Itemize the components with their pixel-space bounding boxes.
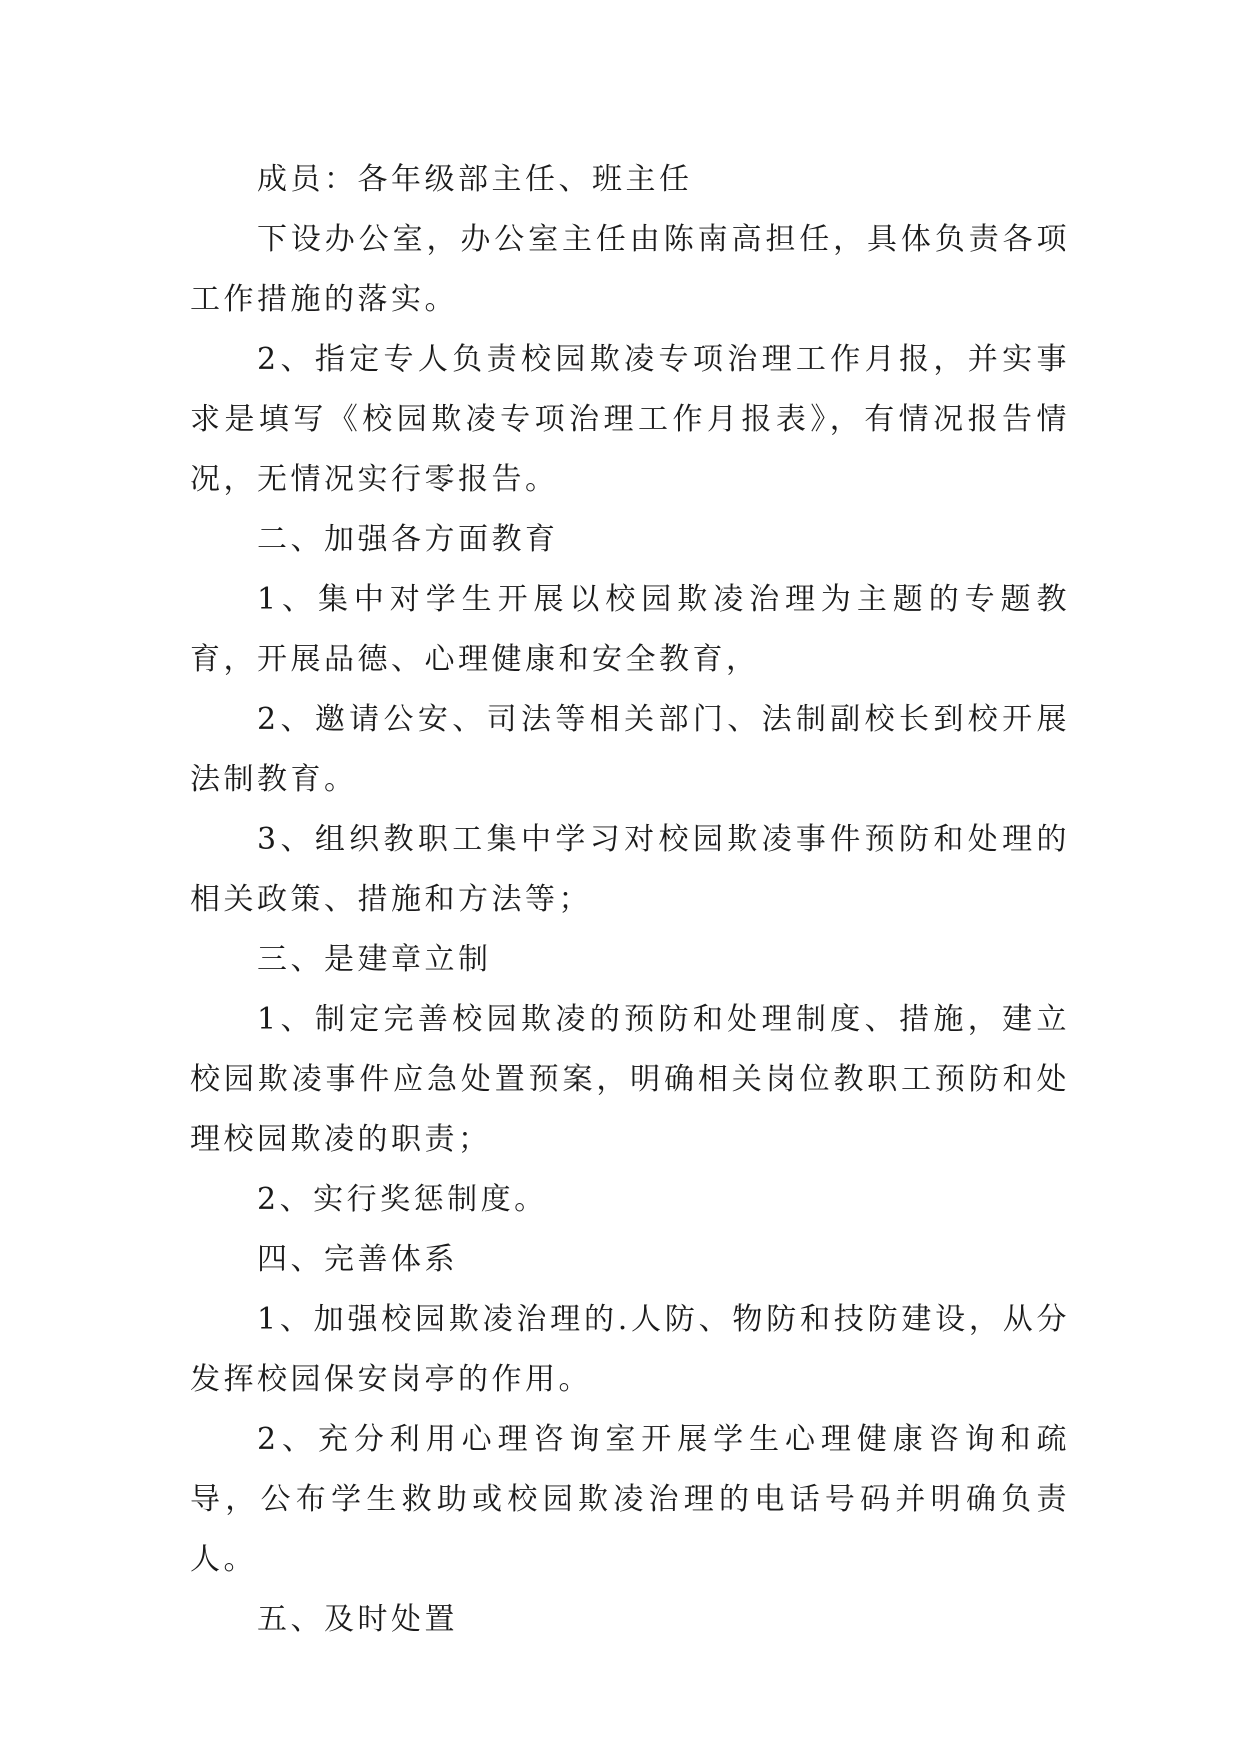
members-line: 成员：各年级部主任、班主任 [257,162,693,197]
section-heading-2: 二、加强各方面教育 [257,522,559,557]
document-body [190,150,1070,1650]
section-heading-4: 四、完善体系 [257,1242,458,1277]
system-item-1: 1、加强校园欺凌治理的.人防、物防和技防建设，从分发挥校园保安岗亭的作用。 [190,1302,1070,1397]
office-paragraph: 下设办公室，办公室主任由陈南高担任，具体负责各项工作措施的落实。 [190,222,1070,317]
system-item-2: 2、充分利用心理咨询室开展学生心理健康咨询和疏导，公布学生救助或校园欺凌治理的电话号码并明确负责人。 [190,1422,1070,1577]
monthly-report-paragraph: 2、指定专人负责校园欺凌专项治理工作月报，并实事求是填写《校园欺凌专项治理工作月报表》，有情况报告情况，无情况实行零报告。 [190,342,1070,497]
section-heading-5: 五、及时处置 [257,1602,458,1637]
education-item-1: 1、集中对学生开展以校园欺凌治理为主题的专题教育，开展品德、心理健康和安全教育， [190,582,1070,677]
education-item-3: 3、组织教职工集中学习对校园欺凌事件预防和处理的相关政策、措施和方法等； [190,822,1070,917]
rules-item-2: 2、实行奖惩制度。 [257,1182,548,1217]
education-item-2: 2、邀请公安、司法等相关部门、法制副校长到校开展法制教育。 [190,702,1070,797]
section-heading-3: 三、是建章立制 [257,942,492,977]
rules-item-1: 1、制定完善校园欺凌的预防和处理制度、措施，建立校园欺凌事件应急处置预案，明确相关岗位教职工预防和处理校园欺凌的职责； [190,1002,1070,1157]
